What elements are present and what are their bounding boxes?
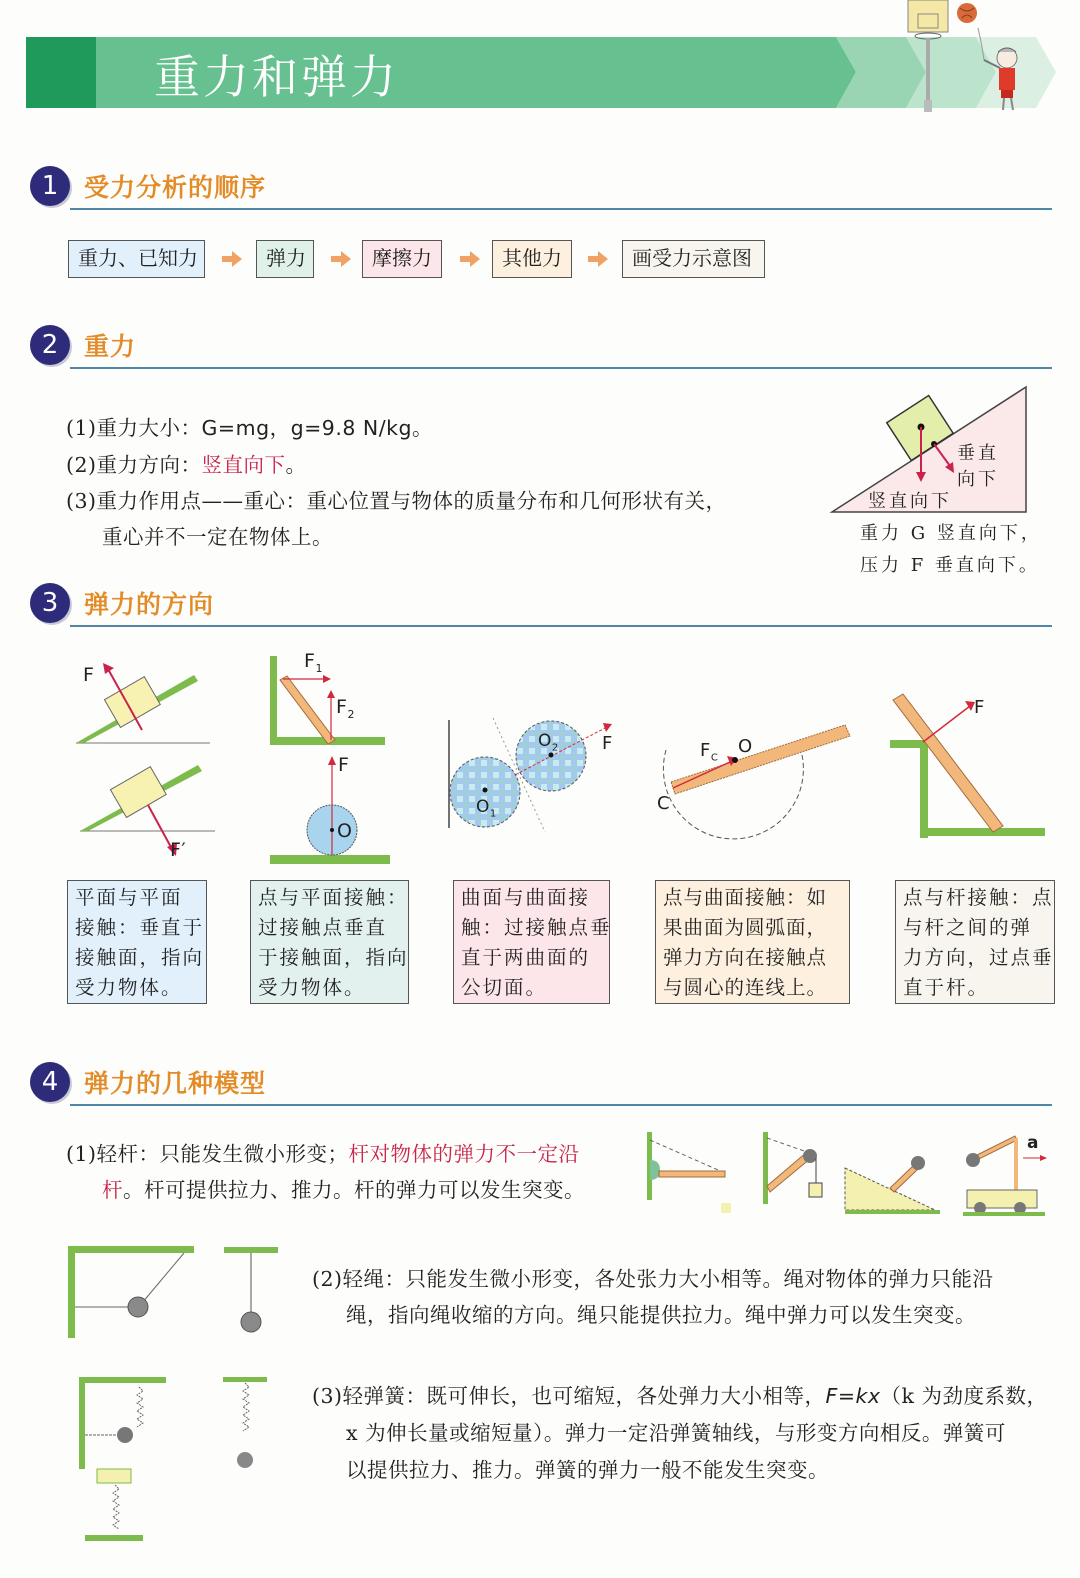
flow-step-draw-diagram: 画受力示意图	[622, 240, 765, 278]
label-vertical-down: 竖直向下	[868, 491, 952, 512]
label-force-F2: $F_2$	[336, 696, 355, 721]
page-title: 重力和弹力	[154, 50, 399, 104]
section-number-badge: 1	[30, 166, 70, 206]
rope-model-line1: (2)轻绳：只能发生微小形变，各处张力大小相等。绳对物体的弹力只能沿	[312, 1267, 994, 1291]
rope-model-figures	[66, 1245, 286, 1340]
label-center-O-arc: O	[738, 736, 753, 757]
label-acceleration-a: a	[1027, 1133, 1039, 1153]
spring-formula: F=kx	[825, 1384, 881, 1408]
spring-model-line3: 以提供拉力、推力。弹簧的弹力一般不能发生突变。	[346, 1458, 829, 1482]
case-point-plane: 点与平面接触： 过接触点垂直 于接触面，指向 受力物体。	[250, 880, 409, 1004]
section-title: 弹力的几种模型	[84, 1069, 267, 1098]
gravity-magnitude: (1)重力大小：G=mg，g=9.8 N/kg。	[66, 416, 434, 440]
highlight-vertical-down: 竖直向下	[201, 453, 286, 477]
section-number-badge: 2	[30, 325, 70, 365]
gravity-direction: (2)重力方向：竖直向下。	[66, 453, 307, 477]
label-perpendicular-2: 向下	[957, 469, 999, 490]
spring-model-figures	[75, 1375, 275, 1545]
figure-caption-line2: 压力 F 垂直向下。	[860, 555, 1040, 576]
point-plane-contact-figure	[265, 650, 395, 865]
label-center-O: O	[337, 820, 353, 842]
label-force-F-prime: F′	[170, 839, 187, 861]
basketball-player-illustration	[900, 0, 1040, 115]
label-force-F-circles: F	[602, 733, 613, 754]
label-force-F: F	[83, 664, 95, 686]
section-title: 重力	[84, 332, 137, 361]
section-number-badge: 4	[30, 1062, 70, 1102]
right-arrow-icon	[588, 251, 608, 267]
rod-highlight: 杆对物体的弹力不一定沿	[348, 1142, 580, 1166]
right-arrow-icon	[222, 251, 242, 267]
label-force-F-ball: F	[338, 754, 350, 776]
banner-accent-block	[26, 37, 96, 108]
label-center-O2: $O_2$	[538, 731, 559, 754]
case-point-curve: 点与曲面接触：如 果曲面为圆弧面， 弹力方向在接触点 与圆心的连线上。	[655, 880, 850, 1004]
label-force-F-rod: F	[974, 697, 985, 718]
label-point-C: C	[657, 793, 671, 814]
section-rule	[70, 367, 1052, 369]
section-title: 受力分析的顺序	[84, 173, 267, 202]
case-curve-curve: 曲面与曲面接 触：过接触点垂 直于两曲面的 公切面。	[453, 880, 610, 1004]
flow-step-friction: 摩擦力	[362, 240, 442, 278]
rod-model-figures	[645, 1128, 1055, 1218]
point-curve-contact-figure	[655, 720, 855, 830]
flow-step-gravity: 重力、已知力	[68, 240, 205, 278]
section-4-header	[30, 1062, 1052, 1106]
rod-model-line1: (1)轻杆：只能发生微小形变；杆对物体的弹力不一定沿	[66, 1142, 580, 1166]
gravity-center-point: (3)重力作用点——重心：重心位置与物体的质量分布和几何形状有关，	[66, 489, 727, 513]
case-point-rod: 点与杆接触：点 与杆之间的弹 力方向，过点垂 直于杆。	[895, 880, 1055, 1004]
right-arrow-icon	[460, 251, 480, 267]
rope-model-line2: 绳，指向绳收缩的方向。绳只能提供拉力。绳中弹力可以发生突变。	[346, 1303, 976, 1327]
section-title: 弹力的方向	[84, 590, 215, 619]
curved-surface-contact-figure	[445, 700, 620, 835]
spring-model-line1: (3)轻弹簧：既可伸长，也可缩短，各处弹力大小相等，F=kx（k 为劲度系数，	[312, 1384, 1048, 1408]
section-2-header	[30, 325, 1052, 369]
rod-model-line2: 杆。杆可提供拉力、推力。杆的弹力可以发生突变。	[102, 1178, 585, 1202]
spring-model-line2: x 为伸长量或缩短量）。弹力一定沿弹簧轴线，与形变方向相反。弹簧可	[346, 1421, 1006, 1445]
section-3-header	[30, 583, 1052, 627]
flow-step-elastic: 弹力	[256, 240, 314, 278]
gravity-formula: G=mg，g=9.8 N/kg	[201, 416, 413, 440]
point-rod-contact-figure	[885, 690, 1050, 840]
section-rule	[70, 625, 1052, 627]
case-plane-plane: 平面与平面 接触：垂直于 接触面，指向 受力物体。	[67, 880, 207, 1004]
gravity-center-note: 重心并不一定在物体上。	[102, 525, 333, 549]
section-number-badge: 3	[30, 583, 70, 623]
flow-step-other: 其他力	[492, 240, 572, 278]
right-arrow-icon	[331, 251, 351, 267]
label-force-F1: $F_1$	[304, 650, 323, 675]
section-rule	[70, 1104, 1052, 1106]
section-1-header	[30, 166, 1052, 210]
label-force-Fc: $F_C$	[700, 740, 719, 764]
label-center-O1: $O_1$	[476, 797, 497, 820]
figure-caption-line1: 重力 G 竖直向下，	[860, 523, 1042, 544]
label-perpendicular: 垂直	[957, 443, 999, 464]
section-rule	[70, 208, 1052, 210]
